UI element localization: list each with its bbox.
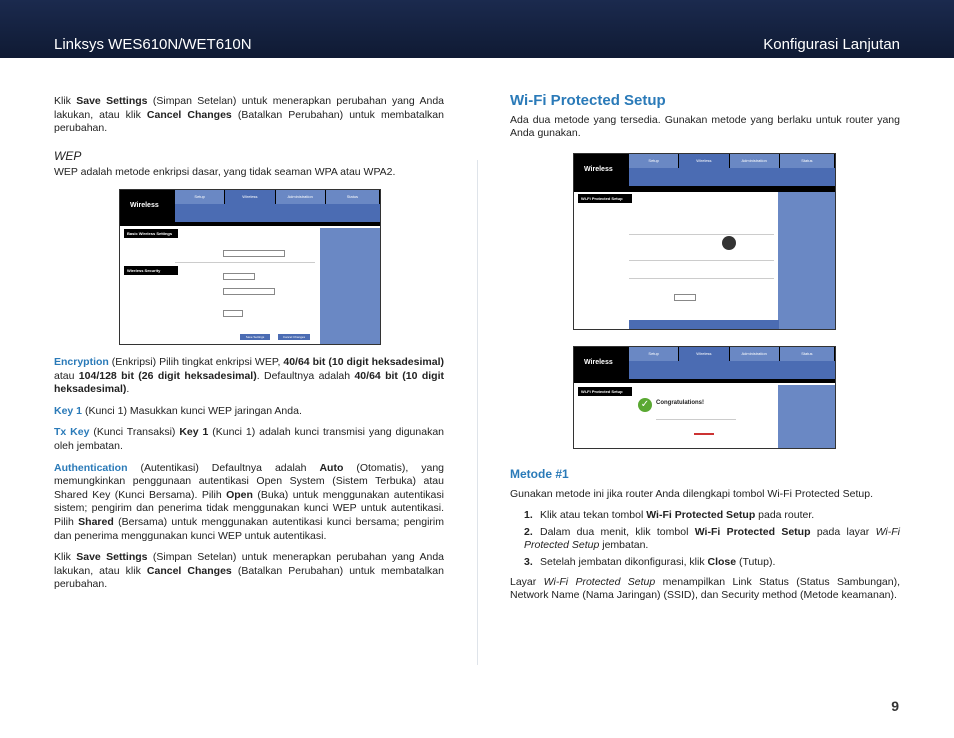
wep-description: WEP adalah metode enkripsi dasar, yang tidak seaman WPA atau WPA2. bbox=[54, 166, 396, 179]
right-column-bottom bbox=[510, 468, 900, 611]
wps-heading: Wi-Fi Protected Setup bbox=[510, 92, 666, 109]
section-title: Konfigurasi Lanjutan bbox=[763, 36, 900, 53]
encryption-desc: Encryption (Enkripsi) Pilih tingkat enkripsi WEP, 40/64 bit (10 digit heksadesimal) atau 104/128 bit (26 digit heksadesimal). Defaultnya adalah 40/64 bit (10 digit heksadesimal). bbox=[54, 356, 444, 396]
page-header bbox=[0, 0, 954, 58]
screen-brand: Wireless bbox=[130, 202, 159, 209]
auth-desc: Authentication (Autentikasi) Defaultnya adalah Auto (Otomatis), yang memungkinkan penggunaan autentikasi Open System (Sistem Terbuka) atau Shared Key (Kunci Bersama). Pilih Open (Buka) untuk menggunakan autentikasi sistem; pengirim dan penerima tidak menggunakan kunci WEP untuk autentikasi. Pilih Shared (Bersama) untuk menggunakan autentikasi kunci bersama; pengirim dan penerima menggunakan kunci WEP untuk autentikasi. bbox=[54, 461, 444, 542]
page-number: 9 bbox=[891, 698, 899, 714]
success-check-icon: ✓ bbox=[638, 398, 652, 412]
method1-desc: Gunakan metode ini jika router Anda dilengkapi tombol Wi-Fi Protected Setup. bbox=[510, 487, 874, 500]
step-1: 1. Klik atau tekan tombol Wi-Fi Protected Setup pada router. bbox=[524, 509, 815, 522]
wps-success-screenshot: Wireless Setup Wireless Administration Status Wi-Fi Protected Setup ✓ Congratulations! bbox=[573, 346, 836, 449]
column-divider bbox=[477, 160, 478, 665]
left-column-top bbox=[54, 95, 444, 188]
wep-screenshot: Wireless Setup Wireless Administration Status Basic Wireless Settings Wireless Security Save Settings Cancel Changes bbox=[119, 189, 381, 345]
txkey-desc: Tx Key (Kunci Transaksi) Key 1 (Kunci 1) adalah kunci transmisi yang digunakan oleh jembatan. bbox=[54, 426, 444, 452]
wps-button-icon bbox=[722, 236, 736, 250]
method1-steps bbox=[510, 509, 900, 569]
method1-heading: Metode #1 bbox=[510, 467, 569, 481]
wps-screenshot: Wireless Setup Wireless Administration Status Wi-Fi Protected Setup bbox=[573, 153, 836, 330]
key1-desc: Key 1 (Kunci 1) Masukkan kunci WEP jaringan Anda. bbox=[54, 404, 302, 417]
save-instructions: Klik Save Settings (Simpan Setelan) untuk menerapkan perubahan yang Anda lakukan, atau klik Cancel Changes (Batalkan Perubahan) untuk membatalkan perubahan. bbox=[54, 95, 444, 135]
step-2: 2. Dalam dua menit, klik tombol Wi-Fi Protected Setup pada layar Wi-Fi Protected Setup jembatan. bbox=[524, 525, 900, 552]
step-3: 3. Setelah jembatan dikonfigurasi, klik Close (Tutup). bbox=[524, 555, 776, 568]
right-column-top bbox=[510, 94, 900, 149]
left-column-bottom bbox=[54, 356, 444, 600]
save-instructions-2: Klik Save Settings (Simpan Setelan) untuk menerapkan perubahan yang Anda lakukan, atau klik Cancel Changes (Batalkan Perubahan) untuk membatalkan perubahan. bbox=[54, 551, 444, 591]
method1-final: Layar Wi-Fi Protected Setup menampilkan Link Status (Status Sambungan), Network Name (Nama Jaringan) (SSID), dan Security method (Metode keamanan). bbox=[510, 575, 900, 602]
wps-intro: Ada dua metode yang tersedia. Gunakan metode yang berlaku untuk router yang Anda gunakan. bbox=[510, 113, 900, 140]
wep-heading: WEP bbox=[54, 148, 82, 163]
product-title: Linksys WES610N/WET610N bbox=[54, 36, 252, 53]
